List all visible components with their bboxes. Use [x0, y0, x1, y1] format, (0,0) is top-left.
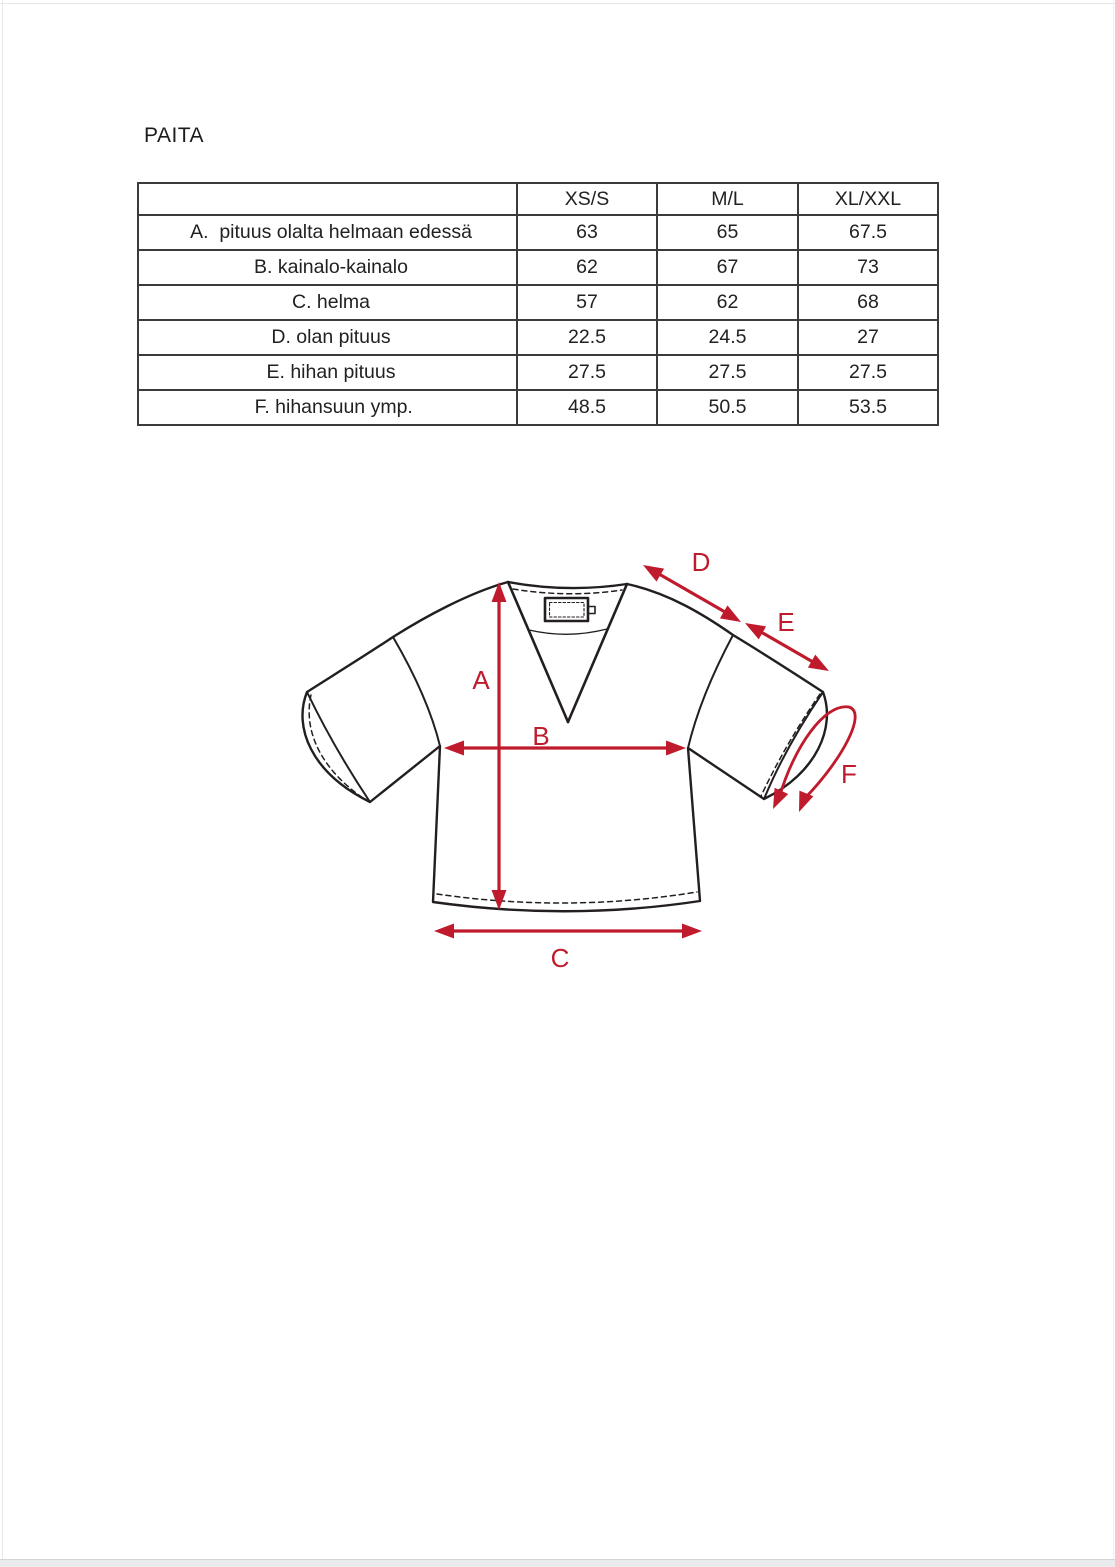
measure-label-b: B	[532, 721, 550, 751]
arrow-c	[434, 924, 702, 939]
value-cell: 62	[657, 285, 798, 320]
value-cell: 27.5	[517, 355, 657, 390]
page-edge-bottom	[0, 1559, 1115, 1567]
value-cell: 48.5	[517, 390, 657, 425]
page-title: PAITA	[144, 124, 205, 147]
measure-label-cell: C. helma	[138, 285, 517, 320]
value-cell: 24.5	[657, 320, 798, 355]
measure-label-c: C	[550, 943, 570, 973]
page-edge-top	[0, 3, 1115, 4]
size-column-header: XL/XXL	[798, 183, 938, 215]
value-cell: 27.5	[657, 355, 798, 390]
value-cell: 50.5	[657, 390, 798, 425]
value-cell: 67.5	[798, 215, 938, 250]
value-cell: 27.5	[798, 355, 938, 390]
measure-label-cell: F. hihansuun ymp.	[138, 390, 517, 425]
measure-label-cell: B. kainalo-kainalo	[138, 250, 517, 285]
value-cell: 67	[657, 250, 798, 285]
value-cell: 68	[798, 285, 938, 320]
measure-label-cell: E. hihan pituus	[138, 355, 517, 390]
value-cell: 73	[798, 250, 938, 285]
value-cell: 53.5	[798, 390, 938, 425]
value-cell: 65	[657, 215, 798, 250]
page-edge-right	[1113, 0, 1114, 1559]
value-cell: 57	[517, 285, 657, 320]
value-cell: 27	[798, 320, 938, 355]
value-cell: 62	[517, 250, 657, 285]
measure-label-cell: D. olan pituus	[138, 320, 517, 355]
measure-label-d: D	[691, 547, 711, 577]
measure-label-cell: A. pituus olalta helmaan edessä	[138, 215, 517, 250]
size-column-header: XS/S	[517, 183, 657, 215]
page-edge-left	[2, 0, 3, 1559]
size-column-header: M/L	[657, 183, 798, 215]
measure-label-a: A	[472, 665, 490, 695]
value-cell: 22.5	[517, 320, 657, 355]
measure-label-f: F	[841, 759, 857, 789]
measure-label-e: E	[777, 607, 795, 637]
value-cell: 63	[517, 215, 657, 250]
